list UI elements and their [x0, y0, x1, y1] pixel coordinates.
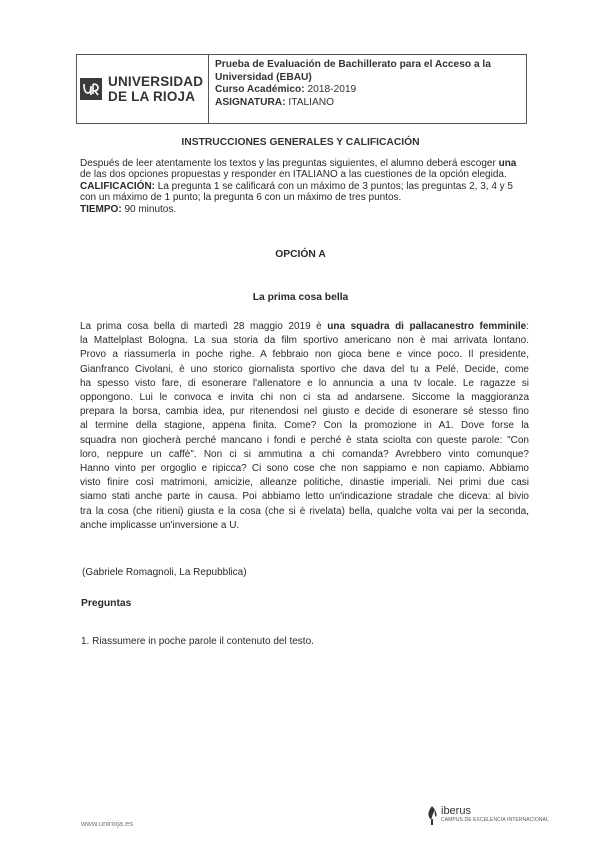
reading-title: La prima cosa bella [252, 292, 349, 303]
intro-before: Después de leer atentamente los textos y las preguntas siguientes, el alumno deberá escoger [80, 158, 499, 169]
intro-bold: una [498, 158, 517, 169]
exam-header [76, 54, 527, 124]
iberus-subtitle: CAMPUS DE EXCELENCIA INTERNACIONAL [441, 817, 549, 823]
reading-line: Hanno vinto per orgoglio e ripicca? Ci sono cose che non sappiamo e non capiamo. Abbiamo [80, 463, 529, 475]
iberus-logo [425, 805, 549, 827]
footer-url: www.unirioja.es [81, 819, 134, 828]
iberus-text [441, 805, 549, 824]
iberus-name: iberus [441, 805, 471, 817]
reading-line: al termine della stagione, appena finita. Come? Con la promozione in A1. Dove forse la [80, 420, 529, 432]
reading-line: visto finire così matrimoni, amicizie, alleanze politiche, dinastie imperiali. Nei primi due casi [80, 477, 529, 489]
reading-line: ha spesso visto fare, di esonerare l'allenatore e lo annuncia a una tv locale. Le ragazze si [80, 377, 529, 389]
reading-line [80, 320, 529, 334]
course-label: Curso Académico: [215, 84, 305, 95]
subject-row [215, 97, 526, 110]
reading-line: Provo a riassumerla in poche righe. A febbraio non gioca bene e vince poco. Il presidente, [80, 349, 529, 361]
reading-text [80, 320, 529, 533]
iberus-icon [425, 805, 439, 827]
calificacion-text: La pregunta 1 se calificará con un máximo de 3 puntos; las preguntas 2, 3, 4 y 5 con un máximo de 1 punto; la pregunta 6 con un máximo de tres puntos. [80, 180, 513, 204]
instructions-title: INSTRUCCIONES GENERALES Y CALIFICACIÓN [181, 137, 420, 148]
university-line2: DE LA RIOJA [108, 89, 196, 104]
university-logo-block [77, 55, 209, 123]
tiempo-text: 90 minutos. [121, 203, 177, 215]
tiempo-paragraph [80, 204, 520, 215]
reading-line: prepara la borsa, cambia idea, pur ritenendosi nel giusto e decide di esonerare sé stesso fino [80, 406, 529, 418]
instructions-text [80, 158, 520, 215]
reading-line: anche implicasse un'inversione a U. [80, 519, 240, 531]
course-row [215, 84, 526, 97]
reading-line: la Mattelplast Bologna. La sua storia da film sportivo americano non è mai arrivata lontano. [80, 335, 529, 347]
tiempo-label: TIEMPO: [80, 203, 122, 215]
text-source: (Gabriele Romagnoli, La Repubblica) [82, 567, 247, 578]
option-title: OPCIÓN A [275, 249, 326, 260]
reading-line: siamo stati anche parte in causa. Poi abbiamo letto un'indicazione stradale che diceva: al bivio [80, 491, 529, 503]
reading-line: loro, neppure un caffè". Non ci si ammutina a chi comanda? Avrebbero vinto comunque? [80, 448, 529, 460]
questions-title: Preguntas [81, 598, 132, 609]
intro-after: de las dos opciones propuestas y responder en ITALIANO a las cuestiones de la opción elegida. [80, 169, 507, 181]
subject-value: ITALIANO [288, 96, 335, 108]
university-line1: UNIVERSIDAD [108, 74, 204, 89]
exam-title-line1: Prueba de Evaluación de Bachillerato para el Acceso a la [215, 59, 491, 70]
intro-paragraph [80, 158, 520, 181]
university-name [108, 74, 203, 104]
reading-line: tra la cosa (che ritieni) giusta e la cosa (che si è rivelata) bella, qualche volta vai per la seconda, [80, 505, 529, 517]
question-1: 1. Riassumere in poche parole il contenuto del testo. [81, 636, 314, 647]
reading-line: Gianfranco Civolani, è uno storico giornalista sportivo che dava del tu a Pelé. Decide, come [80, 363, 529, 375]
university-logo-icon [80, 78, 102, 100]
line1-before: La prima cosa bella di martedì 28 maggio 2019 è [80, 321, 328, 332]
subject-label: ASIGNATURA: [215, 96, 286, 108]
exam-title-line2: Universidad (EBAU) [215, 71, 312, 83]
reading-line: oppongono. Lui le convoca e invita chi non ci sta ad andarsene. Siccome la maggioranza [80, 392, 529, 404]
exam-info [209, 55, 526, 123]
course-value: 2018-2019 [307, 84, 357, 95]
line1-bold: una squadra di pallacanestro femminile [327, 321, 527, 332]
calificacion-paragraph [80, 181, 520, 204]
calificacion-label: CALIFICACIÓN: [80, 180, 155, 192]
reading-line: squadra non giocherà perché mancano i fondi e perché è stata sciolta con queste parole: "Con [80, 434, 529, 446]
line1-after: : [526, 321, 529, 332]
